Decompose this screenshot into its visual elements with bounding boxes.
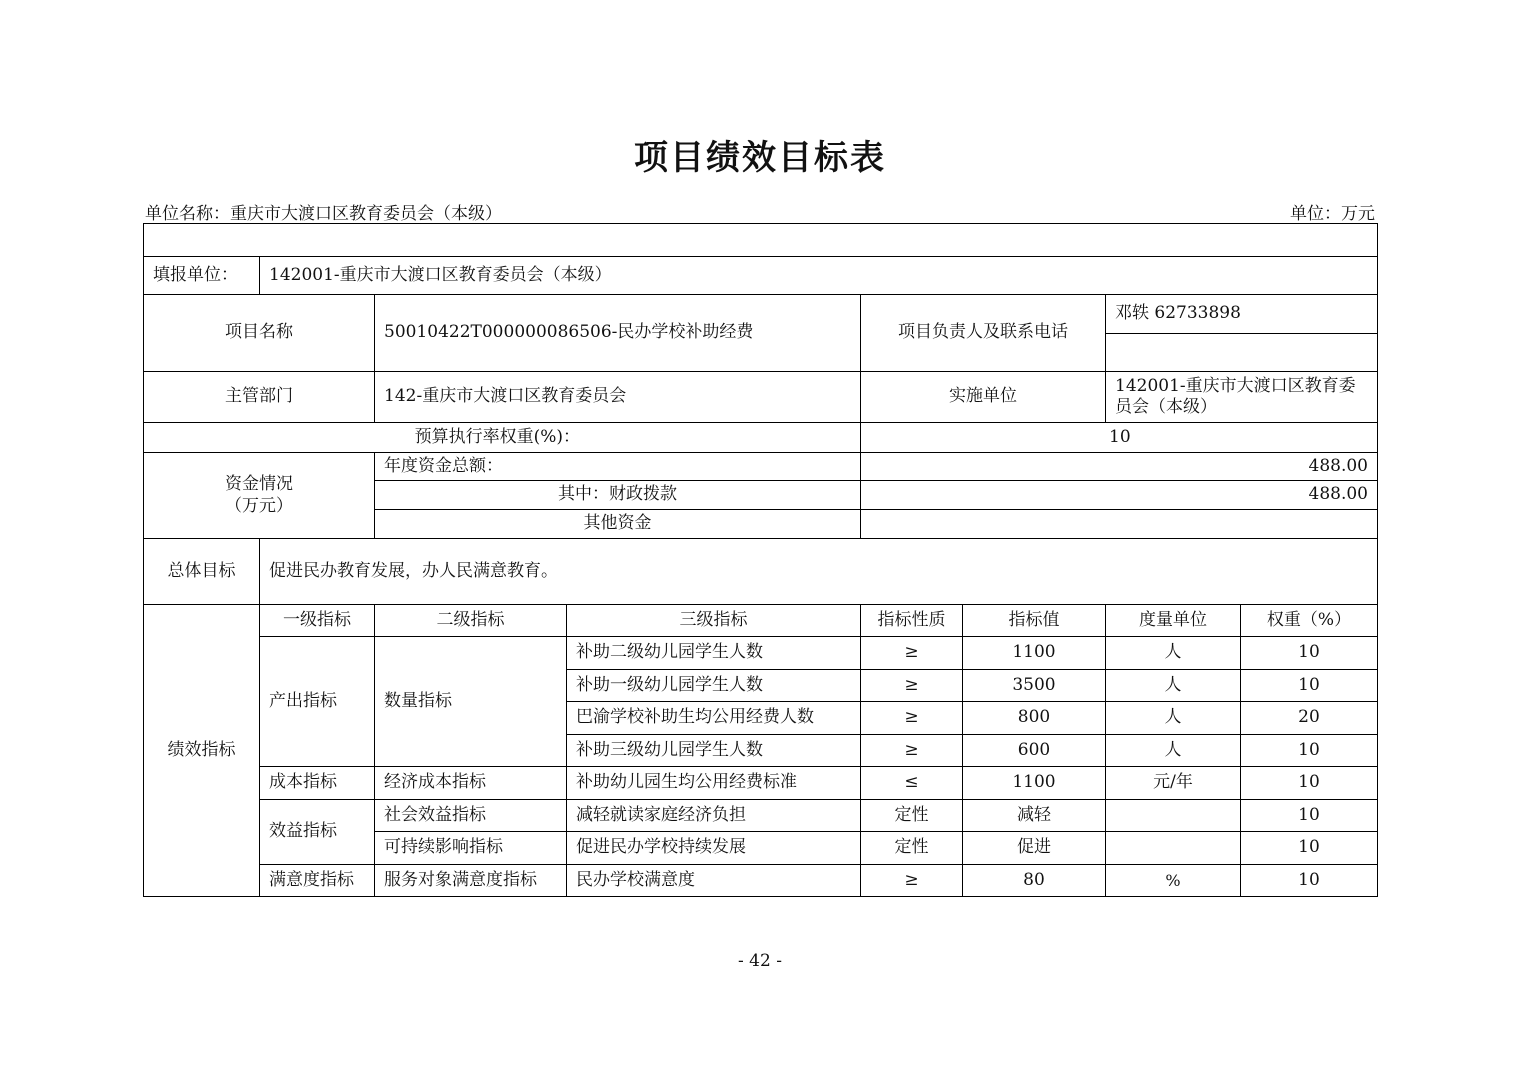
project-name-label: 项目名称: [144, 295, 375, 372]
fund-label-line2: （万元）: [225, 495, 293, 516]
level3-cell: 巴渝学校补助生均公用经费人数: [567, 702, 861, 735]
value-cell: 1100: [963, 767, 1106, 800]
level1-output: 产出指标: [260, 637, 375, 767]
level3-cell: 民办学校满意度: [567, 865, 861, 897]
level2-service-satisfaction: 服务对象满意度指标: [375, 865, 567, 897]
fund-total-value: 488.00: [861, 453, 1378, 481]
level3-cell: 补助二级幼儿园学生人数: [567, 637, 861, 670]
fund-other-label: 其他资金: [375, 510, 861, 539]
fund-other-value: [861, 510, 1378, 539]
level2-sustainable: 可持续影响指标: [375, 832, 567, 865]
weight-cell: 10: [1241, 800, 1378, 832]
contact-value: 邓轶 62733898: [1106, 295, 1378, 334]
unit-cell: 人: [1106, 735, 1241, 767]
weight-cell: 10: [1241, 670, 1378, 702]
level1-cost: 成本指标: [260, 767, 375, 800]
level2-economic-cost: 经济成本指标: [375, 767, 567, 800]
value-cell: 1100: [963, 637, 1106, 670]
unit-cell: 元/年: [1106, 767, 1241, 800]
value-cell: 80: [963, 865, 1106, 897]
fund-label-line1: 资金情况: [225, 474, 293, 495]
page-number: - 42 -: [738, 951, 782, 971]
dept-value: 142-重庆市大渡口区教育委员会: [375, 372, 861, 423]
budget-rate-label: 预算执行率权重(%)：: [144, 423, 861, 453]
nature-cell: ≥: [861, 735, 963, 767]
header-level1: 一级指标: [260, 605, 375, 637]
level1-satisfaction: 满意度指标: [260, 865, 375, 897]
fund-fiscal-label: 其中：财政拨款: [375, 481, 861, 510]
table-row: [144, 767, 1378, 800]
unit-cell: %: [1106, 865, 1241, 897]
impl-label: 实施单位: [861, 372, 1106, 423]
unit-cell: [1106, 800, 1241, 832]
unit-name: 单位名称：重庆市大渡口区教育委员会（本级）: [145, 204, 502, 224]
nature-cell: 定性: [861, 800, 963, 832]
nature-cell: ≥: [861, 637, 963, 670]
table-row: [144, 637, 1378, 670]
fund-label: [144, 453, 375, 539]
level3-cell: 促进民办学校持续发展: [567, 832, 861, 865]
value-cell: 3500: [963, 670, 1106, 702]
impl-value: 142001-重庆市大渡口区教育委员会（本级）: [1106, 372, 1378, 423]
weight-cell: 10: [1241, 735, 1378, 767]
nature-cell: 定性: [861, 832, 963, 865]
currency-unit: 单位：万元: [1290, 204, 1375, 224]
value-cell: 600: [963, 735, 1106, 767]
fund-fiscal-value: 488.00: [861, 481, 1378, 510]
value-cell: 促进: [963, 832, 1106, 865]
weight-cell: 20: [1241, 702, 1378, 735]
level2-quantity: 数量指标: [375, 637, 567, 767]
dept-label: 主管部门: [144, 372, 375, 423]
nature-cell: ≤: [861, 767, 963, 800]
report-unit-value: 142001-重庆市大渡口区教育委员会（本级）: [260, 257, 1378, 295]
table-row: [144, 865, 1378, 897]
table-row: [144, 800, 1378, 832]
level3-cell: 减轻就读家庭经济负担: [567, 800, 861, 832]
contact-label: 项目负责人及联系电话: [861, 295, 1106, 372]
level2-social-benefit: 社会效益指标: [375, 800, 567, 832]
blank-row: [144, 224, 1378, 257]
perf-label: 绩效指标: [144, 605, 260, 897]
value-cell: 800: [963, 702, 1106, 735]
page-title: 项目绩效目标表: [634, 138, 886, 178]
performance-table: [143, 223, 1378, 897]
header-value: 指标值: [963, 605, 1106, 637]
nature-cell: ≥: [861, 670, 963, 702]
unit-cell: [1106, 832, 1241, 865]
level3-cell: 补助幼儿园生均公用经费标准: [567, 767, 861, 800]
unit-cell: 人: [1106, 637, 1241, 670]
fund-total-label: 年度资金总额：: [375, 453, 861, 481]
header-nature: 指标性质: [861, 605, 963, 637]
header-weight: 权重（%）: [1241, 605, 1378, 637]
header-level3: 三级指标: [567, 605, 861, 637]
weight-cell: 10: [1241, 865, 1378, 897]
report-unit-label: 填报单位：: [144, 257, 260, 295]
goal-value: 促进民办教育发展，办人民满意教育。: [260, 539, 1378, 605]
header-unit: 度量单位: [1106, 605, 1241, 637]
weight-cell: 10: [1241, 637, 1378, 670]
project-name-value: 50010422T000000086506-民办学校补助经费: [375, 295, 861, 372]
contact-value-2: [1106, 334, 1378, 372]
weight-cell: 10: [1241, 767, 1378, 800]
nature-cell: ≥: [861, 865, 963, 897]
unit-cell: 人: [1106, 670, 1241, 702]
weight-cell: 10: [1241, 832, 1378, 865]
level3-cell: 补助三级幼儿园学生人数: [567, 735, 861, 767]
level1-benefit: 效益指标: [260, 800, 375, 865]
unit-cell: 人: [1106, 702, 1241, 735]
nature-cell: ≥: [861, 702, 963, 735]
level3-cell: 补助一级幼儿园学生人数: [567, 670, 861, 702]
budget-rate-value: 10: [861, 423, 1378, 453]
goal-label: 总体目标: [144, 539, 260, 605]
header-level2: 二级指标: [375, 605, 567, 637]
value-cell: 减轻: [963, 800, 1106, 832]
